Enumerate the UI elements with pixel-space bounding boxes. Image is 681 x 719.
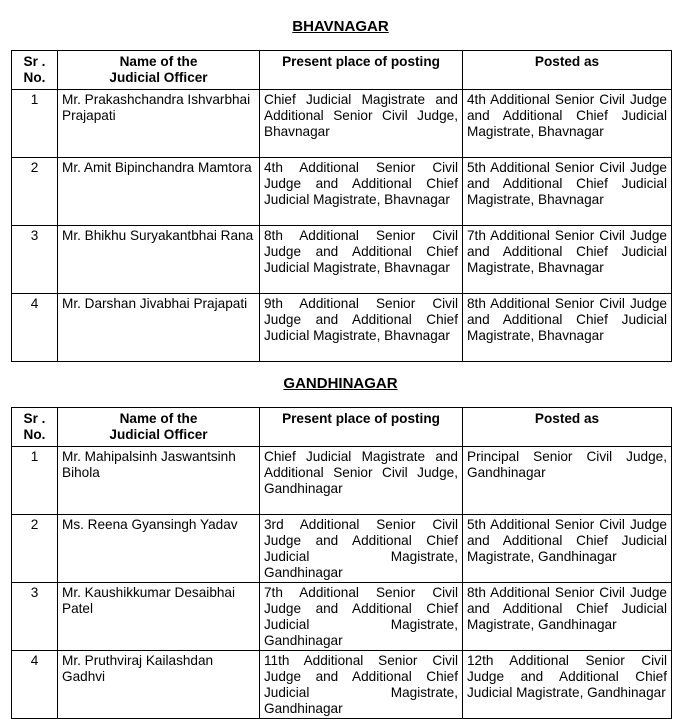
cell-present-posting: Chief Judicial Magistrate and Additional Senior Civil Judge, Bhavnagar: [260, 90, 463, 158]
header-name-line2: Judicial Officer: [109, 70, 208, 85]
section-title-bhavnagar: BHAVNAGAR: [292, 18, 389, 35]
bhavnagar-postings-table: [11, 50, 672, 362]
cell-officer-name: Mr. Darshan Jivabhai Prajapati: [58, 294, 260, 362]
cell-officer-name: Mr. Kaushikkumar Desaibhai Patel: [58, 583, 260, 651]
table-row: [12, 294, 672, 362]
cell-sr-no: 3: [12, 583, 58, 651]
header-sr-no: [12, 408, 58, 447]
cell-posted-as: Principal Senior Civil Judge, Gandhinagar: [463, 447, 672, 515]
header-sr-line1: Sr .: [23, 411, 46, 426]
cell-posted-as: 5th Additional Senior Civil Judge and Additional Chief Judicial Magistrate, Bhavnagar: [463, 158, 672, 226]
cell-present-posting: 7th Additional Senior Civil Judge and Additional Chief Judicial Magistrate, Gandhinagar: [260, 583, 463, 651]
table-header-row: [12, 408, 672, 447]
cell-officer-name: Mr. Pruthviraj Kailashdan Gadhvi: [58, 651, 260, 719]
table-row: [12, 447, 672, 515]
cell-present-posting: 11th Additional Senior Civil Judge and Additional Chief Judicial Magistrate, Gandhinagar: [260, 651, 463, 719]
cell-present-posting: 8th Additional Senior Civil Judge and Additional Chief Judicial Magistrate, Bhavnagar: [260, 226, 463, 294]
cell-sr-no: 2: [12, 515, 58, 583]
cell-sr-no: 3: [12, 226, 58, 294]
cell-sr-no: 2: [12, 158, 58, 226]
header-name-line2: Judicial Officer: [109, 427, 208, 442]
table-row: [12, 515, 672, 583]
cell-posted-as: 8th Additional Senior Civil Judge and Additional Chief Judicial Magistrate, Gandhinagar: [463, 583, 672, 651]
cell-posted-as: 5th Additional Senior Civil Judge and Additional Chief Judicial Magistrate, Gandhinagar: [463, 515, 672, 583]
header-present-posting: Present place of posting: [260, 408, 463, 447]
cell-officer-name: Mr. Bhikhu Suryakantbhai Rana: [58, 226, 260, 294]
cell-posted-as: 12th Additional Senior Civil Judge and Additional Chief Judicial Magistrate, Gandhinagar: [463, 651, 672, 719]
cell-present-posting: Chief Judicial Magistrate and Additional Senior Civil Judge, Gandhinagar: [260, 447, 463, 515]
table-row: [12, 651, 672, 719]
section-title-gandhinagar: GANDHINAGAR: [283, 375, 398, 392]
header-present-posting: Present place of posting: [260, 51, 463, 90]
header-posted-as: Posted as: [463, 51, 672, 90]
header-sr-line1: Sr .: [23, 54, 46, 69]
cell-officer-name: Ms. Reena Gyansingh Yadav: [58, 515, 260, 583]
header-sr-no: [12, 51, 58, 90]
table-row: [12, 583, 672, 651]
cell-sr-no: 4: [12, 651, 58, 719]
header-officer-name: [58, 51, 260, 90]
cell-posted-as: 7th Additional Senior Civil Judge and Additional Chief Judicial Magistrate, Bhavnagar: [463, 226, 672, 294]
table-row: [12, 226, 672, 294]
cell-officer-name: Mr. Prakashchandra Ishvarbhai Prajapati: [58, 90, 260, 158]
cell-officer-name: Mr. Amit Bipinchandra Mamtora: [58, 158, 260, 226]
header-sr-line2: No.: [23, 70, 46, 85]
header-name-line1: Name of the: [119, 54, 198, 69]
cell-present-posting: 9th Additional Senior Civil Judge and Additional Chief Judicial Magistrate, Bhavnagar: [260, 294, 463, 362]
table-row: [12, 158, 672, 226]
table-row: [12, 90, 672, 158]
cell-officer-name: Mr. Mahipalsinh Jaswantsinh Bihola: [58, 447, 260, 515]
cell-sr-no: 4: [12, 294, 58, 362]
table-header-row: [12, 51, 672, 90]
cell-present-posting: 3rd Additional Senior Civil Judge and Additional Chief Judicial Magistrate, Gandhinagar: [260, 515, 463, 583]
gandhinagar-postings-table: [11, 407, 672, 719]
cell-sr-no: 1: [12, 90, 58, 158]
header-name-line1: Name of the: [119, 411, 198, 426]
cell-sr-no: 1: [12, 447, 58, 515]
cell-present-posting: 4th Additional Senior Civil Judge and Additional Chief Judicial Magistrate, Bhavnagar: [260, 158, 463, 226]
cell-posted-as: 8th Additional Senior Civil Judge and Additional Chief Judicial Magistrate, Bhavnagar: [463, 294, 672, 362]
header-officer-name: [58, 408, 260, 447]
header-sr-line2: No.: [23, 427, 46, 442]
header-posted-as: Posted as: [463, 408, 672, 447]
cell-posted-as: 4th Additional Senior Civil Judge and Additional Chief Judicial Magistrate, Bhavnagar: [463, 90, 672, 158]
